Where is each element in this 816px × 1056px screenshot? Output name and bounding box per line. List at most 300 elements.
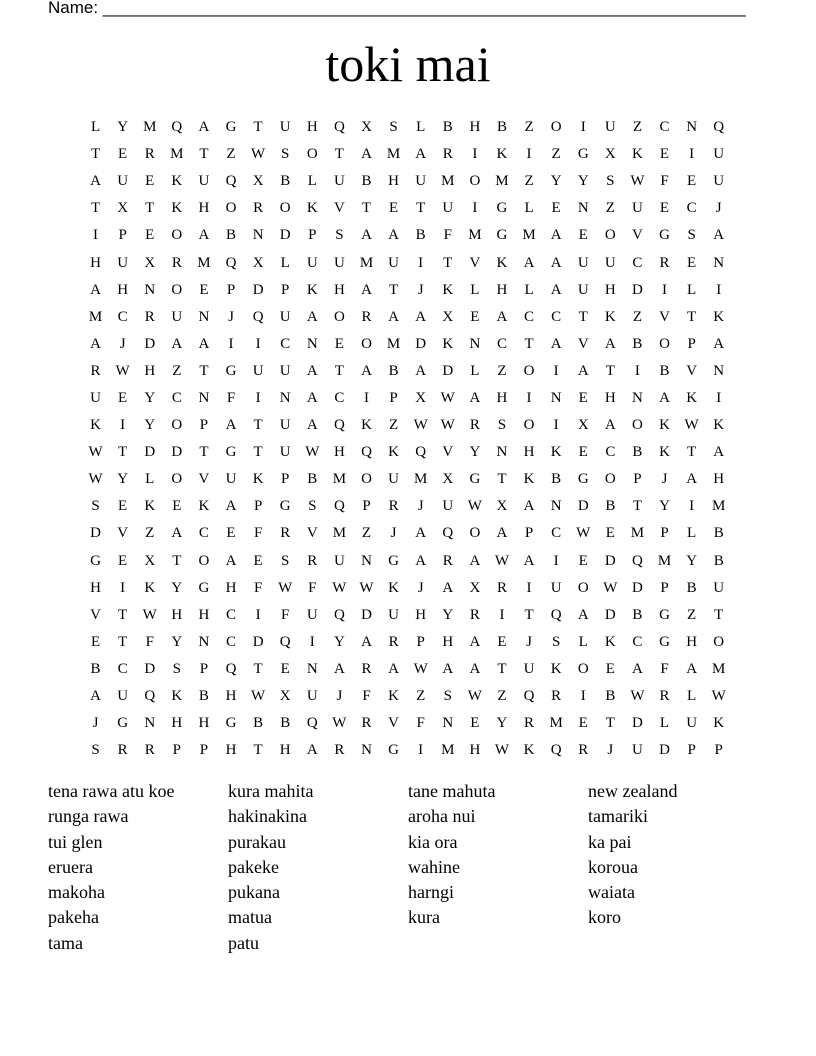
grid-letter: Z — [145, 525, 155, 542]
grid-letter: Q — [415, 444, 427, 461]
grid-letter: D — [632, 281, 643, 298]
grid-letter: U — [333, 552, 345, 569]
grid-letter: A — [198, 227, 210, 244]
grid-letter: Z — [388, 417, 399, 434]
grid-letter: K — [442, 281, 454, 298]
grid-letter: N — [252, 227, 264, 244]
grid-letter: Z — [226, 146, 236, 163]
grid-letter: W — [278, 579, 293, 596]
grid-letter: Q — [713, 119, 725, 136]
grid-letter: E — [659, 200, 670, 217]
grid-letter: W — [88, 444, 103, 461]
grid-letter: Y — [659, 498, 670, 515]
grid-letter: U — [306, 688, 318, 705]
grid-letter: C — [226, 606, 237, 623]
grid-letter: B — [415, 227, 426, 244]
grid-letter: F — [416, 715, 425, 732]
grid-letter: I — [472, 146, 478, 163]
grid-letter: N — [442, 715, 454, 732]
grid-letter: G — [577, 146, 589, 163]
grid-letter: H — [171, 606, 183, 623]
grid-letter: J — [607, 742, 614, 759]
grid-letter: Q — [333, 498, 345, 515]
grid-letter: W — [440, 389, 455, 406]
grid-letter: O — [604, 471, 616, 488]
grid-letter: Q — [333, 606, 345, 623]
grid-letter: Q — [550, 606, 562, 623]
grid-letter: U — [198, 173, 210, 190]
grid-letter: I — [553, 362, 559, 379]
word-list-item: eruera — [48, 856, 93, 877]
grid-letter: Y — [496, 715, 508, 732]
grid-letter: G — [388, 552, 399, 569]
grid-letter: Q — [442, 525, 454, 542]
grid-letter: M — [630, 525, 645, 542]
grid-letter: I — [716, 281, 722, 298]
grid-letter: K — [659, 417, 670, 434]
grid-letter: S — [335, 227, 344, 244]
grid-letter: Z — [632, 119, 642, 136]
grid-letter: P — [687, 742, 696, 759]
grid-letter: V — [198, 471, 210, 488]
grid-letter: C — [198, 525, 209, 542]
grid-letter: W — [440, 417, 455, 434]
grid-letter: D — [252, 633, 264, 650]
grid-letter: H — [333, 444, 345, 461]
grid-letter: S — [91, 742, 100, 759]
grid-letter: I — [553, 552, 559, 569]
grid-letter: C — [659, 119, 670, 136]
grid-letter: B — [442, 119, 453, 136]
grid-letter: A — [198, 335, 210, 352]
grid-letter: E — [605, 660, 615, 677]
grid-letter: P — [714, 742, 723, 759]
grid-letter: A — [632, 660, 643, 677]
grid-letter: S — [551, 633, 561, 650]
grid-letter: U — [279, 362, 291, 379]
grid-letter: A — [388, 308, 399, 325]
grid-letter: Q — [225, 173, 237, 190]
word-list-item: tama — [48, 932, 83, 953]
grid-letter: W — [142, 606, 157, 623]
grid-letter: Y — [686, 552, 698, 569]
grid-letter: D — [361, 606, 372, 623]
word-list-item: tamariki — [588, 806, 648, 827]
grid-letter: K — [388, 579, 399, 596]
grid-letter: A — [550, 281, 562, 298]
grid-letter: T — [687, 444, 697, 461]
grid-letter: O — [523, 362, 535, 379]
grid-letter: W — [359, 579, 374, 596]
grid-letter: B — [388, 362, 399, 379]
grid-letter: B — [632, 335, 643, 352]
grid-letter: H — [686, 633, 698, 650]
grid-letter: O — [171, 227, 183, 244]
grid-letter: E — [578, 552, 588, 569]
grid-letter: W — [494, 552, 510, 569]
grid-letter: I — [689, 146, 695, 163]
grid-letter: P — [172, 742, 181, 759]
grid-letter: V — [117, 525, 129, 542]
grid-letter: T — [118, 444, 128, 461]
grid-letter: T — [578, 308, 588, 325]
grid-letter: O — [577, 660, 589, 677]
grid-letter: Q — [279, 633, 291, 650]
grid-letter: Y — [333, 633, 345, 650]
grid-letter: K — [550, 660, 562, 677]
grid-letter: U — [117, 254, 129, 271]
page-title: toki mai — [325, 36, 491, 92]
grid-letter: W — [630, 173, 645, 190]
grid-letter: A — [361, 146, 372, 163]
grid-letter: T — [253, 417, 263, 434]
grid-letter: T — [361, 200, 372, 217]
grid-letter: A — [333, 660, 345, 677]
grid-letter: D — [604, 552, 616, 569]
grid-letter: D — [604, 606, 616, 623]
grid-letter: V — [306, 525, 318, 542]
grid-letter: T — [199, 146, 209, 163]
grid-letter: I — [120, 579, 126, 596]
grid-letter: J — [417, 498, 424, 515]
word-list-item: purakau — [228, 831, 286, 852]
grid-letter: G — [659, 227, 670, 244]
grid-letter: K — [306, 281, 318, 298]
grid-letter: R — [361, 308, 372, 325]
grid-letter: V — [333, 200, 345, 217]
grid-letter: K — [659, 444, 670, 461]
grid-letter: A — [415, 146, 427, 163]
grid-letter: D — [171, 444, 183, 461]
grid-letter: K — [361, 417, 372, 434]
grid-letter: U — [388, 606, 399, 623]
grid-letter: R — [144, 308, 155, 325]
grid-letter: A — [604, 417, 616, 434]
grid-letter: I — [120, 417, 126, 434]
grid-letter: U — [306, 606, 318, 623]
grid-letter: E — [280, 660, 290, 677]
grid-letter: T — [199, 362, 209, 379]
grid-letter: R — [144, 742, 155, 759]
grid-letter: E — [578, 389, 588, 406]
grid-letter: G — [659, 633, 670, 650]
grid-letter: G — [198, 579, 210, 596]
grid-letter: J — [228, 308, 234, 325]
grid-letter: Z — [172, 362, 182, 379]
grid-letter: G — [90, 552, 101, 569]
grid-letter: T — [497, 660, 507, 677]
grid-letter: T — [687, 308, 697, 325]
grid-letter: D — [415, 335, 427, 352]
grid-letter: O — [361, 335, 372, 352]
grid-letter: A — [306, 362, 318, 379]
grid-letter: I — [418, 742, 424, 759]
grid-letter: L — [687, 281, 697, 298]
grid-letter: C — [334, 389, 345, 406]
grid-letter: B — [496, 119, 507, 136]
grid-letter: U — [388, 254, 399, 271]
grid-letter: A — [306, 742, 318, 759]
grid-letter: I — [363, 389, 369, 406]
grid-letter: M — [522, 227, 536, 244]
grid-letter: N — [198, 308, 210, 325]
grid-letter: I — [662, 281, 668, 298]
grid-letter: A — [442, 579, 454, 596]
grid-letter: E — [145, 227, 155, 244]
grid-letter: Z — [632, 308, 642, 325]
grid-letter: B — [551, 471, 562, 488]
grid-letter: Z — [551, 146, 561, 163]
grid-letter: V — [90, 606, 101, 623]
grid-letter: L — [578, 633, 588, 650]
grid-letter: R — [524, 715, 535, 732]
grid-letter: K — [388, 688, 399, 705]
grid-letter: W — [630, 688, 645, 705]
grid-letter: U — [117, 173, 129, 190]
grid-letter: I — [418, 254, 424, 271]
grid-letter: M — [414, 471, 428, 488]
grid-letter: T — [253, 742, 263, 759]
word-list-item: aroha nui — [408, 806, 476, 827]
grid-letter: A — [713, 444, 725, 461]
grid-letter: H — [171, 715, 183, 732]
grid-letter: A — [415, 552, 427, 569]
word-list-item: ka pai — [588, 831, 632, 852]
grid-letter: N — [469, 335, 481, 352]
grid-letter: K — [496, 254, 508, 271]
grid-letter: A — [415, 308, 427, 325]
grid-letter: P — [389, 389, 398, 406]
grid-letter: H — [604, 389, 616, 406]
grid-letter: J — [417, 281, 424, 298]
grid-letter: N — [306, 660, 318, 677]
grid-letter: D — [252, 281, 264, 298]
grid-letter: A — [496, 525, 508, 542]
grid-letter: T — [605, 715, 615, 732]
grid-letter: G — [469, 471, 481, 488]
grid-letter: T — [118, 633, 128, 650]
grid-letter: E — [578, 227, 588, 244]
grid-letter: E — [497, 633, 507, 650]
word-list-item: kura — [408, 907, 440, 928]
grid-letter: E — [118, 498, 128, 515]
grid-letter: V — [686, 362, 698, 379]
grid-letter: H — [198, 715, 210, 732]
grid-letter: K — [144, 579, 156, 596]
grid-letter: H — [713, 471, 725, 488]
grid-letter: Q — [171, 119, 183, 136]
grid-letter: Z — [687, 606, 697, 623]
grid-letter: Z — [416, 688, 426, 705]
grid-letter: R — [388, 633, 399, 650]
grid-letter: H — [225, 579, 237, 596]
word-list-item: hakinakina — [228, 806, 307, 827]
grid-letter: A — [523, 498, 535, 515]
grid-letter: P — [308, 227, 317, 244]
grid-letter: E — [145, 173, 155, 190]
grid-letter: H — [225, 742, 237, 759]
grid-letter: F — [145, 633, 154, 650]
grid-letter: Y — [117, 471, 129, 488]
grid-letter: A — [550, 335, 562, 352]
grid-letter: P — [660, 579, 669, 596]
grid-letter: B — [90, 660, 101, 677]
grid-letter: T — [334, 146, 344, 163]
grid-letter: G — [225, 715, 237, 732]
grid-letter: U — [333, 173, 345, 190]
word-list-item: new zealand — [588, 781, 678, 801]
grid-letter: R — [442, 552, 453, 569]
grid-letter: A — [523, 254, 535, 271]
grid-letter: W — [88, 471, 103, 488]
grid-letter: F — [443, 227, 452, 244]
grid-letter: F — [253, 579, 263, 596]
grid-letter: K — [442, 335, 454, 352]
grid-letter: P — [687, 335, 696, 352]
grid-letter: D — [659, 742, 670, 759]
grid-letter: U — [171, 308, 183, 325]
grid-letter: P — [633, 471, 642, 488]
grid-letter: H — [604, 281, 616, 298]
grid-letter: T — [605, 362, 615, 379]
grid-letter: O — [171, 281, 183, 298]
grid-letter: E — [226, 525, 236, 542]
grid-letter: W — [413, 417, 428, 434]
grid-letter: X — [577, 417, 589, 434]
grid-letter: A — [225, 498, 237, 515]
grid-letter: I — [716, 389, 722, 406]
grid-letter: C — [117, 308, 128, 325]
grid-letter: E — [90, 633, 101, 650]
grid-letter: R — [388, 498, 399, 515]
grid-letter: A — [198, 119, 210, 136]
grid-letter: E — [118, 389, 128, 406]
grid-letter: I — [255, 335, 261, 352]
grid-letter: K — [171, 688, 183, 705]
grid-letter: A — [713, 335, 725, 352]
grid-letter: K — [171, 200, 183, 217]
grid-letter: H — [415, 606, 427, 623]
grid-letter: H — [333, 281, 345, 298]
grid-letter: Q — [333, 119, 345, 136]
grid-letter: B — [280, 715, 291, 732]
grid-letter: A — [415, 525, 427, 542]
grid-letter: A — [469, 389, 481, 406]
grid-letter: A — [469, 552, 481, 569]
grid-letter: X — [415, 389, 427, 406]
grid-letter: A — [306, 389, 318, 406]
word-list-item: waiata — [588, 882, 635, 903]
grid-letter: P — [199, 417, 209, 434]
grid-letter: P — [281, 471, 290, 488]
grid-letter: I — [689, 498, 695, 515]
grid-letter: I — [526, 146, 532, 163]
grid-letter: S — [172, 660, 181, 677]
grid-letter: R — [171, 254, 182, 271]
grid-letter: C — [551, 308, 562, 325]
grid-letter: E — [578, 444, 588, 461]
grid-letter: U — [306, 254, 318, 271]
grid-letter: E — [334, 335, 344, 352]
grid-letter: C — [524, 308, 535, 325]
word-list-item: kura mahita — [228, 781, 314, 801]
grid-letter: N — [550, 389, 562, 406]
grid-letter: Y — [577, 173, 589, 190]
grid-letter: K — [198, 498, 210, 515]
grid-letter: J — [390, 525, 397, 542]
grid-letter: R — [280, 525, 291, 542]
grid-letter: T — [145, 200, 155, 217]
grid-letter: E — [687, 254, 697, 271]
grid-letter: T — [632, 498, 642, 515]
grid-letter: T — [199, 444, 209, 461]
grid-letter: C — [605, 444, 616, 461]
grid-letter: L — [687, 525, 697, 542]
word-list-item: pakeke — [228, 856, 279, 877]
grid-letter: W — [115, 362, 130, 379]
grid-letter: M — [332, 525, 347, 542]
grid-letter: H — [442, 633, 454, 650]
grid-letter: I — [472, 200, 478, 217]
grid-letter: O — [361, 471, 372, 488]
grid-letter: H — [469, 742, 481, 759]
grid-letter: A — [361, 281, 372, 298]
grid-letter: R — [144, 146, 155, 163]
grid-letter: T — [253, 660, 263, 677]
grid-letter: L — [145, 471, 155, 488]
grid-letter: U — [523, 660, 535, 677]
grid-letter: M — [386, 146, 401, 163]
grid-letter: Q — [550, 742, 562, 759]
grid-letter: U — [713, 146, 725, 163]
grid-letter: Y — [442, 606, 454, 623]
grid-letter: G — [388, 742, 399, 759]
grid-letter: P — [253, 498, 263, 515]
grid-letter: O — [659, 335, 670, 352]
grid-letter: U — [415, 173, 427, 190]
grid-letter: U — [577, 281, 589, 298]
grid-letter: K — [713, 715, 725, 732]
grid-letter: K — [632, 146, 643, 163]
grid-letter: S — [389, 119, 398, 136]
grid-letter: I — [499, 606, 505, 623]
word-list-item: koroua — [588, 856, 638, 877]
grid-letter: N — [144, 715, 156, 732]
grid-letter: A — [90, 281, 101, 298]
grid-letter: B — [713, 552, 724, 569]
grid-letter: L — [470, 362, 480, 379]
grid-letter: A — [659, 389, 670, 406]
grid-letter: E — [199, 281, 209, 298]
grid-letter: N — [686, 119, 698, 136]
grid-letter: S — [497, 417, 507, 434]
grid-letter: O — [225, 200, 237, 217]
grid-letter: U — [279, 308, 291, 325]
grid-letter: R — [496, 579, 507, 596]
grid-letter: O — [333, 308, 345, 325]
grid-letter: H — [523, 444, 535, 461]
grid-letter: V — [577, 335, 589, 352]
grid-letter: B — [361, 173, 372, 190]
grid-letter: M — [441, 742, 455, 759]
grid-letter: I — [580, 688, 586, 705]
grid-letter: C — [632, 633, 643, 650]
grid-letter: T — [497, 471, 507, 488]
grid-letter: D — [442, 362, 454, 379]
grid-letter: A — [90, 688, 101, 705]
grid-letter: A — [171, 525, 183, 542]
grid-letter: O — [198, 552, 210, 569]
